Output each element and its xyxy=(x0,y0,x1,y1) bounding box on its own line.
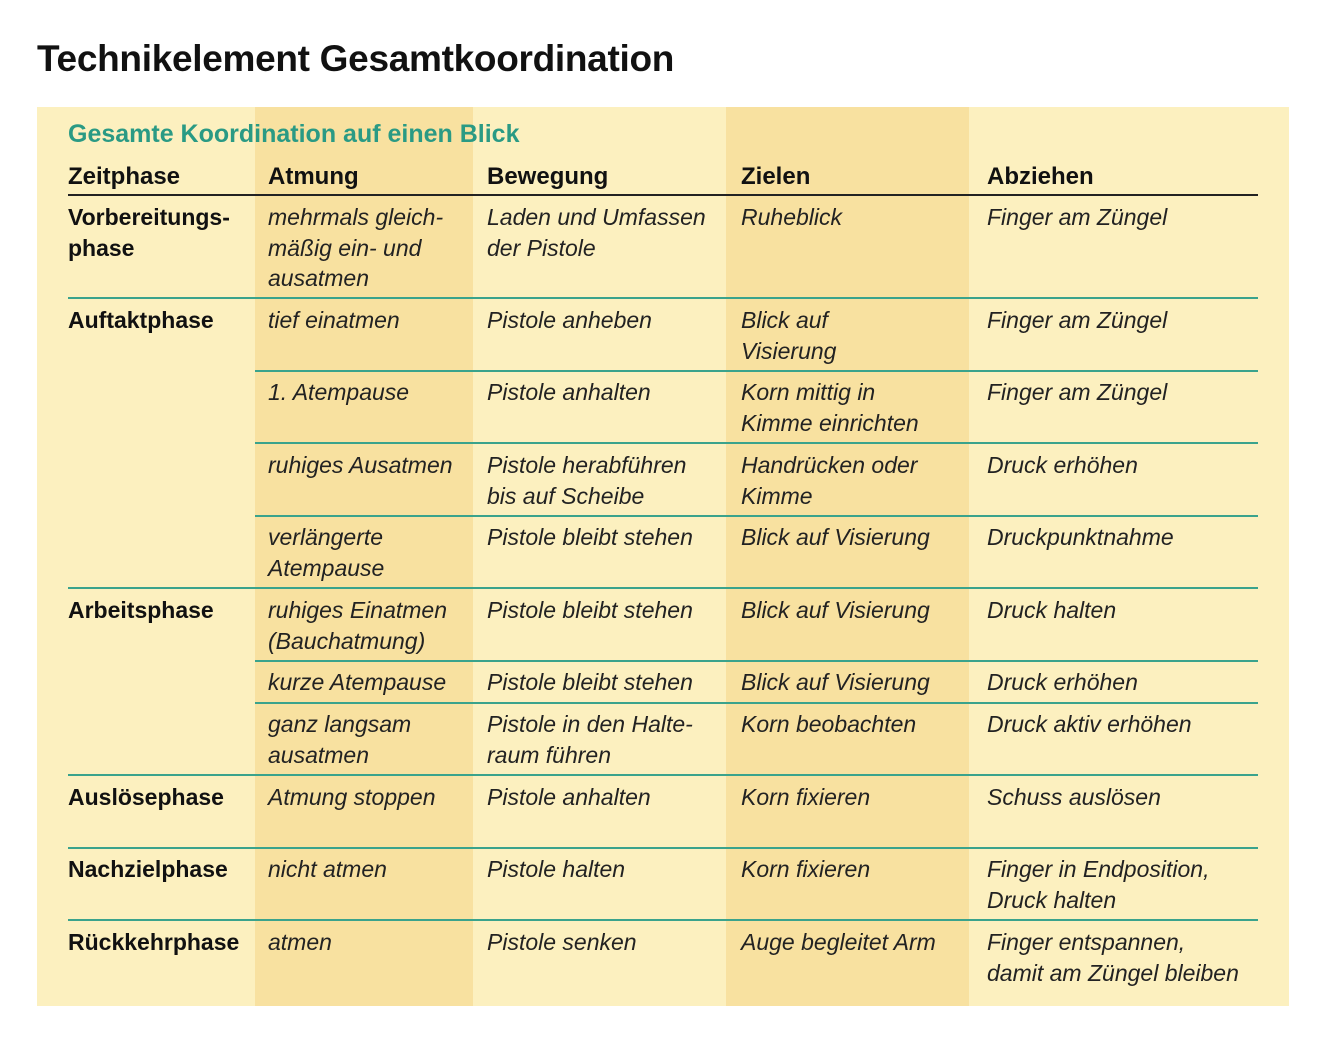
row-divider xyxy=(68,297,1258,299)
cell-bewegung: Pistole anheben xyxy=(487,307,652,333)
header-bewegung: Bewegung xyxy=(487,163,609,190)
row-divider xyxy=(255,660,1258,662)
cell-atmung: verlängerte Atempause xyxy=(268,524,385,581)
page-title: Technikelement Gesamtkoordination xyxy=(37,38,675,79)
cell-atmung: nicht atmen xyxy=(268,856,387,882)
row-divider xyxy=(68,847,1258,849)
row-divider xyxy=(255,702,1258,704)
header-atmung: Atmung xyxy=(268,163,359,190)
header-zielen: Zielen xyxy=(741,163,811,190)
cell-abziehen: Druck erhöhen xyxy=(987,452,1138,478)
cell-bewegung: Pistole bleibt stehen xyxy=(487,597,693,623)
cell-abziehen: Finger am Züngel xyxy=(987,307,1168,333)
row-divider xyxy=(255,515,1258,517)
row-divider xyxy=(255,442,1258,444)
cell-bewegung: Pistole senken xyxy=(487,929,637,955)
cell-zielen: Ruheblick xyxy=(741,204,842,230)
cell-atmung: ganz langsam ausatmen xyxy=(268,711,412,768)
cell-atmung: 1. Atempause xyxy=(268,379,410,405)
phase-label: Arbeitsphase xyxy=(68,597,214,623)
cell-bewegung: Pistole anhalten xyxy=(487,784,651,810)
cell-bewegung: Pistole bleibt stehen xyxy=(487,524,693,550)
cell-abziehen: Druckpunktnahme xyxy=(987,524,1174,550)
cell-bewegung: Pistole in den Halte- raum führen xyxy=(487,711,693,768)
cell-atmung: ruhiges Ausatmen xyxy=(268,452,453,478)
header-abziehen: Abziehen xyxy=(987,163,1094,190)
cell-abziehen: Schuss auslösen xyxy=(987,784,1161,810)
cell-zielen: Handrücken oder Kimme xyxy=(741,452,918,509)
cell-atmung: kurze Atempause xyxy=(268,669,447,695)
phase-label: Rückkehrphase xyxy=(68,929,240,955)
cell-bewegung: Laden und Umfassen der Pistole xyxy=(487,204,706,261)
cell-abziehen: Finger am Züngel xyxy=(987,204,1168,230)
row-divider xyxy=(68,587,1258,589)
cell-abziehen: Druck erhöhen xyxy=(987,669,1138,695)
cell-bewegung: Pistole halten xyxy=(487,856,626,882)
phase-label: Auslösephase xyxy=(68,784,224,810)
row-divider xyxy=(68,919,1258,921)
header-phase: Zeitphase xyxy=(68,163,181,190)
cell-abziehen: Druck aktiv erhöhen xyxy=(987,711,1192,737)
cell-bewegung: Pistole anhalten xyxy=(487,379,651,405)
cell-zielen: Korn mittig in Kimme einrichten xyxy=(741,379,919,436)
cell-zielen: Blick auf Visierung xyxy=(741,524,930,550)
cell-abziehen: Finger entspannen, damit am Züngel bleiben xyxy=(987,929,1239,986)
box-title: Gesamte Koordination auf einen Blick xyxy=(68,120,520,148)
row-divider xyxy=(255,370,1258,372)
cell-atmung: atmen xyxy=(268,929,332,955)
phase-label: Auftaktphase xyxy=(68,307,214,333)
phase-label: Vorbereitungs- phase xyxy=(68,204,230,261)
cell-atmung: tief einatmen xyxy=(268,307,400,333)
cell-zielen: Blick auf Visierung xyxy=(741,307,837,364)
row-divider xyxy=(68,774,1258,776)
cell-abziehen: Finger in Endposition, Druck halten xyxy=(987,856,1210,913)
cell-atmung: mehrmals gleich- mäßig ein- und ausatmen xyxy=(268,204,444,291)
cell-zielen: Korn beobachten xyxy=(741,711,917,737)
cell-bewegung: Pistole bleibt stehen xyxy=(487,669,693,695)
phase-label: Nachzielphase xyxy=(68,856,228,882)
cell-bewegung: Pistole herabführen bis auf Scheibe xyxy=(487,452,687,509)
cell-zielen: Korn fixieren xyxy=(741,784,871,810)
cell-zielen: Korn fixieren xyxy=(741,856,871,882)
cell-zielen: Blick auf Visierung xyxy=(741,597,930,623)
cell-atmung: Atmung stoppen xyxy=(268,784,436,810)
cell-abziehen: Druck halten xyxy=(987,597,1117,623)
cell-atmung: ruhiges Einatmen (Bauchatmung) xyxy=(268,597,447,654)
cell-zielen: Blick auf Visierung xyxy=(741,669,930,695)
header-underline xyxy=(68,194,1258,196)
cell-abziehen: Finger am Züngel xyxy=(987,379,1168,405)
cell-zielen: Auge begleitet Arm xyxy=(741,929,936,955)
